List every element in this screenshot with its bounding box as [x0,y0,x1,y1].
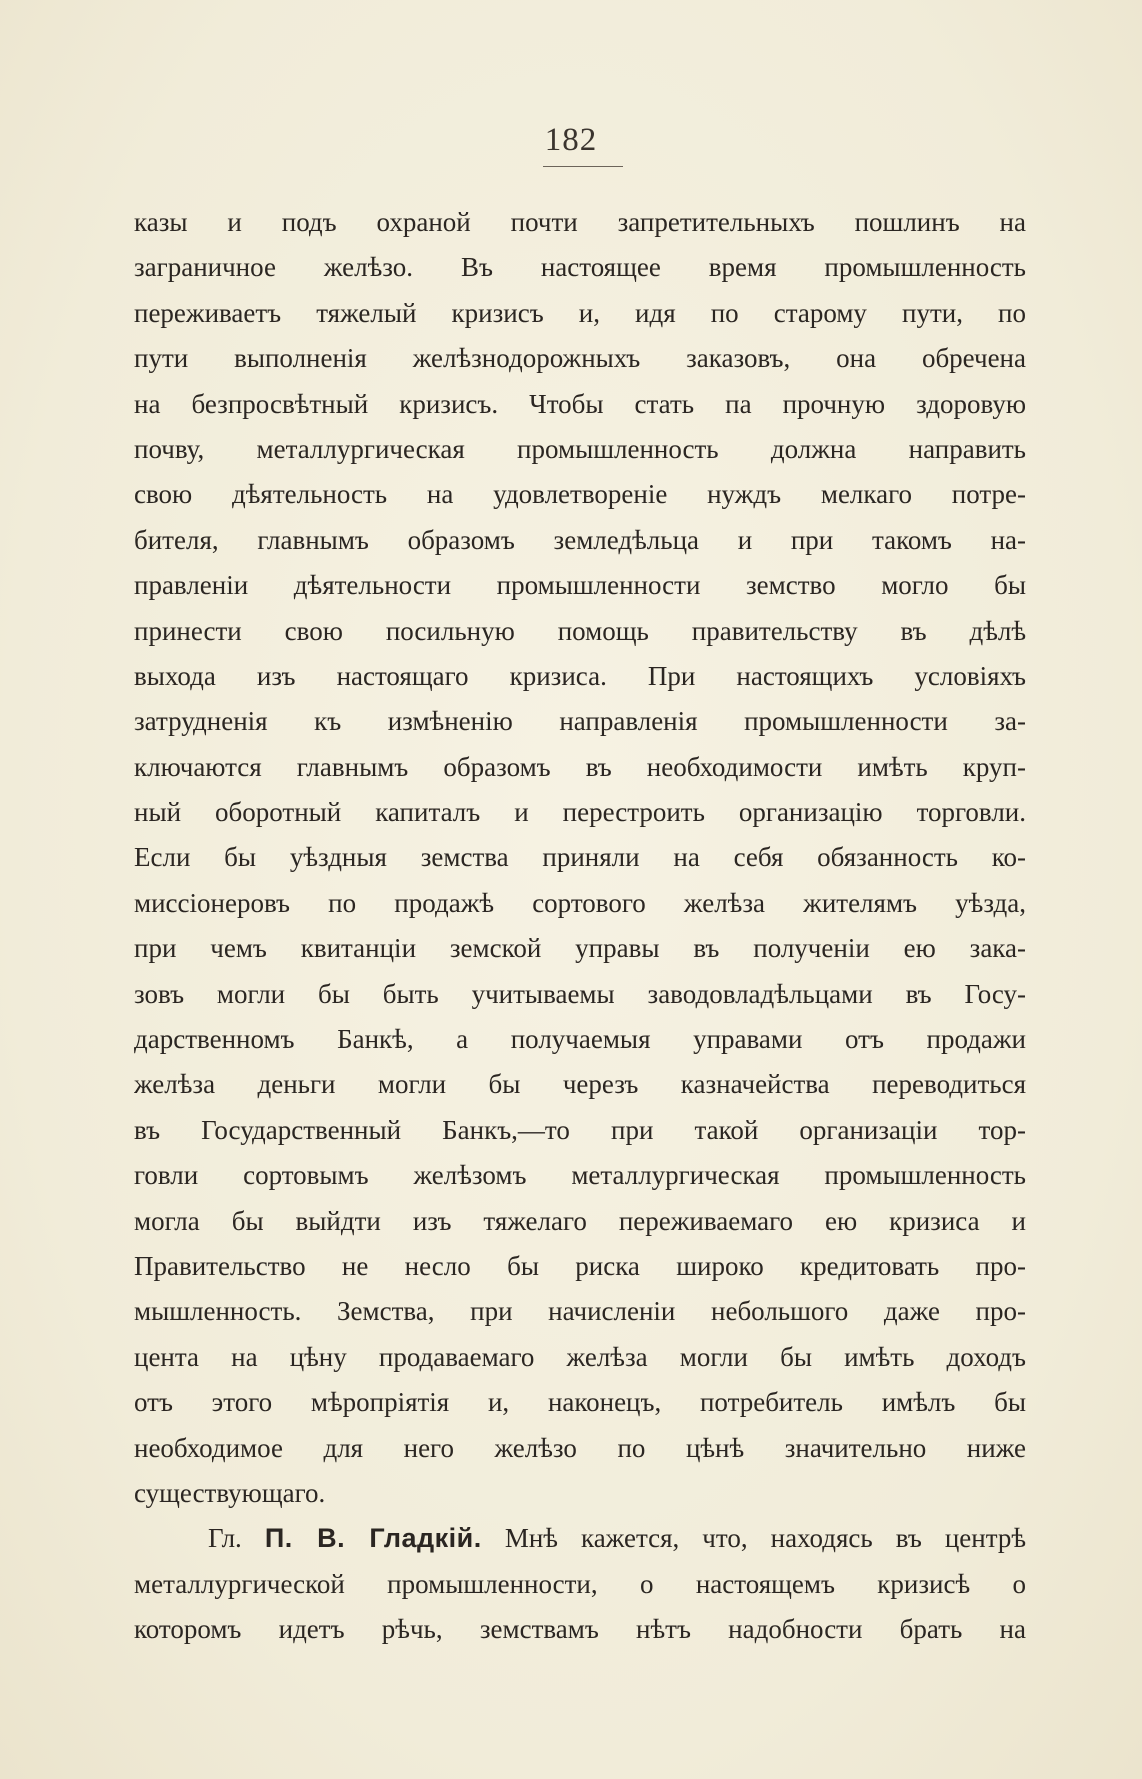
text-line: выхода изъ настоящаго кризиса. При настоящихъ условіяхъ [134,660,1026,691]
text-line: металлургической промышленности, о настоящемъ кризисѣ о [134,1568,1026,1599]
speech-text: Мнѣ кажется, что, находясь въ центрѣ [481,1523,1026,1554]
text-line: свою дѣятельность на удовлетвореніе нуждъ мелкаго потре- [134,479,1026,510]
text-line: цента на цѣну продаваемаго желѣза могли бы имѣть доходъ [134,1341,1026,1372]
text-line: ключаются главнымъ образомъ въ необходимости имѣть круп- [134,751,1026,782]
text-line: желѣза деньги могли бы черезъ казначейства переводиться [134,1069,1026,1100]
text-line: правленіи дѣятельности промышленности земство могло бы [134,570,1026,601]
page-header [0,122,1142,167]
paragraph-speech [134,1516,1026,1652]
text-line: дарственномъ Банкѣ, а получаемыя управами отъ продажи [134,1024,1026,1055]
header-rule [543,166,623,167]
speech-first-line [134,1516,1026,1561]
text-line: въ Государственный Банкъ,—то при такой организаціи тор- [134,1114,1026,1145]
text-line: которомъ идетъ рѣчь, земствамъ нѣтъ надобности брать на [134,1614,1026,1645]
text-line: бителя, главнымъ образомъ земледѣльца и при такомъ на- [134,524,1026,555]
paragraph-main [134,200,1026,1516]
text-line: могла бы выйдти изъ тяжелаго переживаемаго ею кризиса и [134,1205,1026,1236]
text-line: при чемъ квитанціи земской управы въ полученіи ею зака- [134,933,1026,964]
text-line: миссіонеровъ по продажѣ сортового желѣза жителямъ уѣзда, [134,887,1026,918]
text-line: переживаетъ тяжелый кризисъ и, идя по старому пути, по [134,297,1026,328]
text-line: необходимое для него желѣзо по цѣнѣ значительно ниже [134,1432,1026,1463]
text-line: существующаго. [134,1477,326,1508]
text-line: говли сортовымъ желѣзомъ металлургическая промышленность [134,1160,1026,1191]
speaker-prefix: Гл. [208,1523,265,1554]
text-line: почву, металлургическая промышленность должна направить [134,433,1026,464]
text-line: Если бы уѣздныя земства приняли на себя обязанность ко- [134,842,1026,873]
text-line: казы и подъ охраной почти запретительныхъ пошлинъ на [134,207,1026,237]
page-number: 182 [544,122,598,158]
text-line: отъ этого мѣропріятія и, наконецъ, потребитель имѣлъ бы [134,1387,1026,1418]
text-line: затрудненія къ измѣненію направленія промышленности за- [134,706,1026,737]
speaker-name: П. В. Гладкій. [264,1523,482,1554]
text-line: принести свою посильную помощь правительству въ дѣлѣ [134,615,1026,646]
text-line: пути выполненія желѣзнодорожныхъ заказовъ, она обречена [134,343,1026,374]
text-line: Правительство не несло бы риска широко кредитовать про- [134,1250,1026,1281]
text-line: ный оборотный капиталъ и перестроить организацію торговли. [134,797,1026,828]
text-line: мышленность. Земства, при начисленіи небольшого даже про- [134,1296,1026,1327]
text-line: заграничное желѣзо. Въ настоящее время промышленность [134,252,1026,283]
text-line: на безпросвѣтный кризисъ. Чтобы стать па прочную здоровую [134,388,1026,419]
body-text [134,200,1026,1653]
text-line: зовъ могли бы быть учитываемы заводовладѣльцами въ Госу- [134,978,1026,1009]
